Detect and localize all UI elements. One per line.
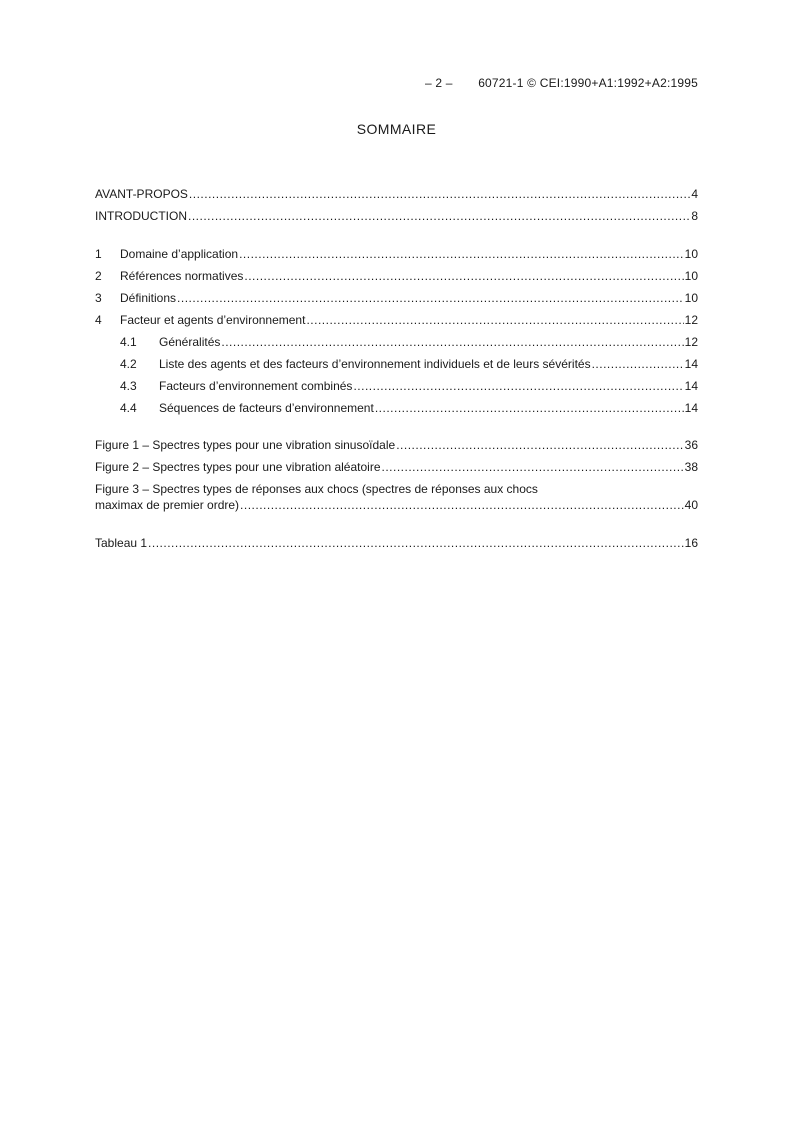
page-title: SOMMAIRE xyxy=(356,121,437,137)
dot-leader xyxy=(375,400,684,416)
document-reference: 60721-1 © CEI:1990+A1:1992+A2:1995 xyxy=(478,76,698,90)
toc-entry-label: INTRODUCTION xyxy=(95,209,187,223)
page-number: – 2 – xyxy=(424,76,453,90)
toc-entry-page: 12 xyxy=(684,313,698,327)
dot-leader xyxy=(592,356,684,372)
toc-entry-page: 14 xyxy=(684,379,698,393)
toc-entry-label: Figure 2 – Spectres types pour une vibration aléatoire xyxy=(95,460,381,474)
toc-entry-clause-4[interactable] xyxy=(95,312,698,334)
toc-entry-number: 4.3 xyxy=(120,379,137,393)
toc-entry-figure-2[interactable] xyxy=(95,459,698,481)
toc-entry-continuation xyxy=(95,497,698,519)
toc-entry-label: Domaine d’application xyxy=(120,247,239,261)
toc-entry-clause-4-1[interactable] xyxy=(95,334,698,356)
toc-entry-clause-2[interactable] xyxy=(95,268,698,290)
table-of-contents xyxy=(95,186,698,557)
toc-entry-label: Séquences de facteurs d’environnement xyxy=(159,401,374,415)
toc-entry-label: Facteur et agents d’environnement xyxy=(120,313,306,327)
toc-entry-number: 4.2 xyxy=(120,357,137,371)
toc-entry-clause-3[interactable] xyxy=(95,290,698,312)
toc-entry-clause-4-2[interactable] xyxy=(95,356,698,378)
dot-leader xyxy=(189,186,690,202)
toc-entry-page: 40 xyxy=(684,498,698,512)
toc-entry-clause-4-4[interactable] xyxy=(95,400,698,422)
toc-entry-number: 3 xyxy=(95,291,102,305)
toc-entry-label-continued: maximax de premier ordre) xyxy=(95,498,240,512)
toc-entry-label: Références normatives xyxy=(120,269,244,283)
toc-entry-number: 2 xyxy=(95,269,102,283)
toc-entry-number: 1 xyxy=(95,247,102,261)
toc-entry-label: Facteurs d’environnement combinés xyxy=(159,379,353,393)
dot-leader xyxy=(240,497,684,513)
toc-entry-page: 10 xyxy=(684,269,698,283)
dot-leader xyxy=(188,208,690,224)
dot-leader xyxy=(244,268,683,284)
toc-entry-page: 14 xyxy=(684,401,698,415)
dot-leader xyxy=(306,312,683,328)
toc-entry-label: Liste des agents et des facteurs d’environnement individuels et de leurs sévérités xyxy=(159,357,591,371)
toc-entry-label: Définitions xyxy=(120,291,177,305)
toc-entry-label: Généralités xyxy=(159,335,221,349)
dot-leader xyxy=(221,334,683,350)
toc-entry-page: 36 xyxy=(684,438,698,452)
toc-entry-page: 10 xyxy=(684,291,698,305)
toc-entry-clause-4-3[interactable] xyxy=(95,378,698,400)
dot-leader xyxy=(239,246,684,262)
toc-entry-introduction[interactable] xyxy=(95,208,698,230)
toc-entry-page: 14 xyxy=(684,357,698,371)
page-header xyxy=(425,76,698,90)
toc-entry-table-1[interactable] xyxy=(95,535,698,557)
toc-entry-page: 38 xyxy=(684,460,698,474)
toc-entry-label: AVANT-PROPOS xyxy=(95,187,188,201)
toc-entry-number: 4.4 xyxy=(120,401,137,415)
toc-entry-page: 10 xyxy=(684,247,698,261)
toc-entry-label: Figure 1 – Spectres types pour une vibration sinusoïdale xyxy=(95,438,396,452)
toc-entry-figure-3[interactable] xyxy=(95,481,698,519)
dot-leader xyxy=(353,378,683,394)
toc-entry-label: Tableau 1 xyxy=(95,536,148,550)
toc-entry-figure-1[interactable] xyxy=(95,437,698,459)
toc-entry-number: 4 xyxy=(95,313,102,327)
dot-leader xyxy=(177,290,684,306)
toc-entry-avant-propos[interactable] xyxy=(95,186,698,208)
toc-entry-page: 8 xyxy=(691,209,698,223)
toc-entry-number: 4.1 xyxy=(120,335,137,349)
toc-entry-page: 4 xyxy=(691,187,698,201)
dot-leader xyxy=(382,459,684,475)
dot-leader xyxy=(396,437,683,453)
toc-entry-page: 16 xyxy=(684,536,698,550)
toc-entry-page: 12 xyxy=(684,335,698,349)
toc-entry-clause-1[interactable] xyxy=(95,246,698,268)
dot-leader xyxy=(148,535,684,551)
toc-entry-label: Figure 3 – Spectres types de réponses aux chocs (spectres de réponses aux chocs xyxy=(95,482,538,496)
